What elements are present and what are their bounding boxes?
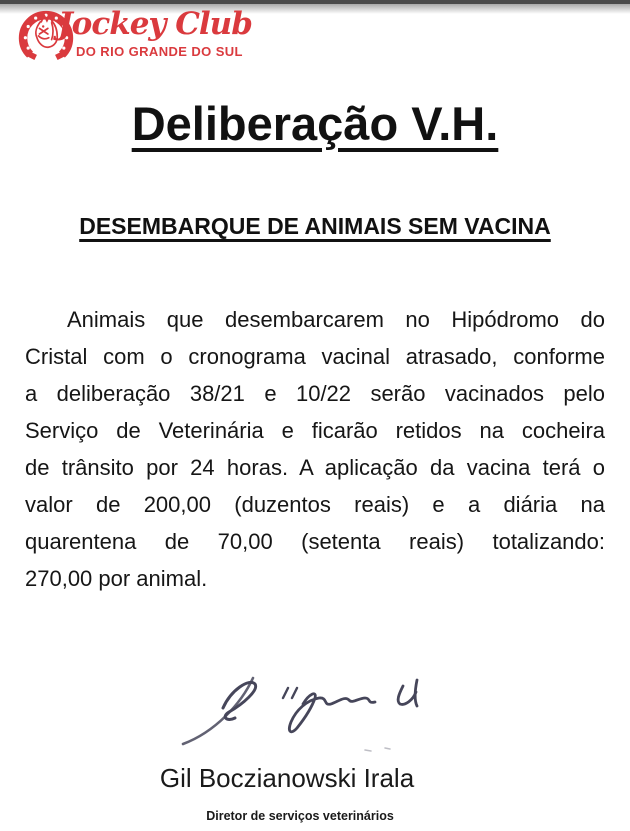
signatory-role: Diretor de serviços veterinários — [206, 809, 394, 823]
body-line: Animais que desembarcarem no Hipódromo do — [67, 307, 605, 332]
document-title: Deliberação V.H. — [131, 97, 499, 150]
jockey-club-logo — [16, 4, 276, 64]
document-heading: DESEMBARQUE DE ANIMAIS SEM VACINA — [79, 213, 551, 239]
body-line: Cristal com o cronograma vacinal atrasado, conforme — [25, 344, 605, 369]
body-line: 270,00 por animal. — [25, 566, 208, 591]
body-line: quarentena de 70,00 (setenta reais) totalizando: — [25, 529, 605, 554]
body-line: a deliberação 38/21 e 10/22 serão vacinados pelo — [25, 381, 605, 406]
signature-image — [165, 660, 435, 762]
body-line: Serviço de Veterinária e ficarão retidos na cocheira — [25, 418, 605, 443]
signatory-name: Gil Boczianowski Irala — [159, 763, 415, 793]
body-paragraph — [25, 301, 605, 597]
logo-region-text: DO RIO GRANDE DO SUL — [76, 44, 243, 59]
logo-wordmark: Jockey Club — [58, 6, 252, 42]
body-line: valor de 200,00 (duzentos reais) e a diária na — [25, 492, 605, 517]
body-line: de trânsito por 24 horas. A aplicação da vacina terá o — [25, 455, 605, 480]
